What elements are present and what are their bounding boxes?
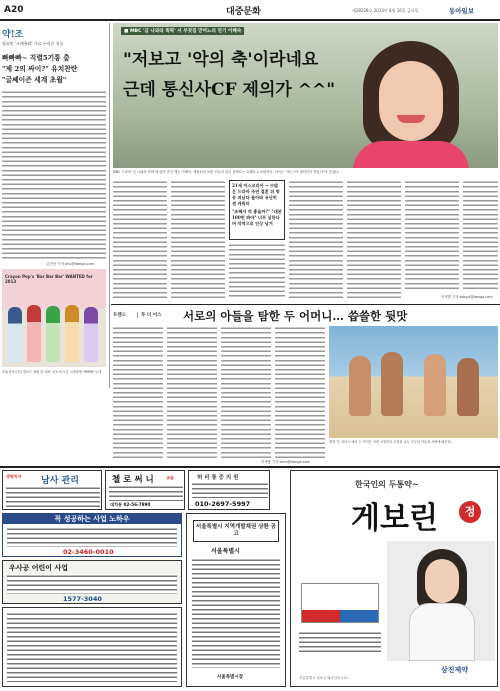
model-body bbox=[409, 603, 475, 661]
dancer-1 bbox=[8, 307, 22, 362]
crayon-pop-photo bbox=[2, 269, 106, 367]
ad-geborin-company: 삼진제약 bbox=[441, 666, 469, 674]
ad-notice-sign: 서울특별시장 bbox=[217, 675, 244, 680]
ad-panel-text: Crayon Pop's 'Bar Bar Bar' WANTED for 2013 bbox=[5, 274, 93, 284]
left-photo-caption: 3일(현지시간) 빌보드 'K팝 핫 100' 차트에 오른 크레용팝 '빠빠빠' 무대 bbox=[2, 370, 102, 374]
figure-2 bbox=[381, 352, 403, 416]
ad-dentist bbox=[2, 470, 102, 510]
review-article bbox=[111, 306, 500, 466]
feature-article bbox=[111, 23, 500, 303]
left-headline-3: "글쎄이즌 세계 초월" bbox=[2, 76, 67, 84]
ad-cello-phone: 대치동 02-56-7890 bbox=[110, 502, 151, 507]
ad-geborin-slogan: 한국인의 두통약~ bbox=[355, 479, 419, 489]
ad-geborin-package bbox=[301, 583, 379, 623]
ad-small-bottom-body bbox=[7, 612, 177, 682]
ad-geborin-body bbox=[299, 631, 381, 653]
left-subkicker: 월요민 '크레용팝' 가요 누리꾼 성공 bbox=[2, 41, 64, 46]
ad-hospital-body bbox=[192, 482, 268, 498]
portrait-face bbox=[379, 61, 443, 141]
ad-hospital-phone: 010-2697-5997 bbox=[195, 500, 251, 508]
review-title: 서로의 아들을 탐한 두 어머니… 씁쓸한 뒷맛 bbox=[183, 309, 408, 323]
header-rule bbox=[0, 19, 500, 21]
ad-kids-head: 우사공 어린이 사업 bbox=[9, 564, 68, 572]
feature-photo-caption: MBC 드라마 '금 나와라 뚝딱'에 출연 중인 배우 이혜숙. 캐릭터의 독한 모습과 달리 실제로는 유쾌하고 소탈하다. 이씨는 "최근 CF 제의까지 받았다"며 웃었다. bbox=[113, 170, 340, 174]
review-byline: 이새봄 기자 semi@donga.com bbox=[261, 460, 310, 464]
review-label-sep bbox=[137, 312, 138, 318]
feature-body-col-7 bbox=[463, 180, 498, 292]
ad-cello-tag: 교습 bbox=[166, 475, 174, 480]
ad-kids-phone: 1577-3040 bbox=[63, 595, 102, 603]
feature-body-col-6 bbox=[405, 180, 459, 292]
portrait-smile bbox=[397, 115, 425, 123]
left-divider bbox=[109, 23, 110, 388]
feature-body-col-3 bbox=[229, 243, 285, 298]
feature-title-1: "저보고 '악의 축'이라네요 bbox=[123, 50, 319, 70]
ad-geborin-model bbox=[387, 541, 495, 661]
figure-4 bbox=[457, 358, 479, 416]
ad-notice-title: 서울특별시 bbox=[211, 548, 240, 555]
feature-body-col-4 bbox=[289, 180, 343, 298]
edition-info: 제28228호 2013년 8월 16일 금요일 bbox=[352, 8, 419, 13]
sidebar-quote-2: "조혜자 역 좋을까?" "대본 100번 봐야" 너무 심하다며 악역으로 인상 남겨 bbox=[232, 209, 282, 226]
ad-hospital-title: 허 리 통 증 의 원 bbox=[197, 475, 239, 481]
left-column bbox=[0, 23, 108, 388]
review-photo-caption: 영화 '투 마더스'에서 두 여인은 어린 시절부터 우정을 나눈 친구의 아들과 사랑에 빠진다. bbox=[329, 440, 452, 444]
feature-body-col-1 bbox=[113, 180, 167, 298]
left-headline-1: 빠빠빠~ 직렬5기통 춤 bbox=[2, 54, 70, 62]
page-header bbox=[0, 0, 500, 18]
figure-3 bbox=[424, 354, 446, 416]
ad-notice-body bbox=[192, 558, 280, 668]
ad-kids-body bbox=[7, 574, 177, 594]
feature-photo bbox=[113, 23, 498, 168]
ad-hospital bbox=[188, 470, 270, 510]
ads-top-rule bbox=[0, 466, 500, 468]
ad-geborin-brand: 게보린 bbox=[351, 501, 438, 536]
dancer-5 bbox=[84, 307, 98, 362]
model-face bbox=[425, 559, 459, 603]
dancer-3 bbox=[46, 306, 60, 362]
portrait-top bbox=[353, 141, 469, 168]
ad-promo-body bbox=[7, 527, 177, 547]
review-body-col-2 bbox=[167, 326, 217, 458]
feature-byline: 이샛별 기자 ssbyul@donga.com bbox=[441, 295, 493, 299]
ad-promo bbox=[2, 513, 182, 557]
ad-small-bottom bbox=[2, 607, 182, 687]
ad-dentist-tag: 생명치아 bbox=[6, 474, 22, 479]
review-label-right: 투 더 이스 bbox=[141, 313, 162, 318]
left-kicker: 약!조 bbox=[2, 30, 24, 40]
review-body-col-3 bbox=[221, 326, 271, 458]
ad-cello bbox=[105, 470, 185, 510]
feature-title-2: 근데 통신사CF 제의가 ^^" bbox=[123, 80, 336, 100]
section-title: 대중문화 bbox=[226, 7, 261, 17]
feature-body-col-5 bbox=[347, 180, 401, 298]
ad-dentist-title: 남사 관리 bbox=[41, 476, 79, 486]
ad-dentist-body bbox=[6, 486, 100, 508]
dancer-4 bbox=[65, 305, 79, 362]
page-number: A20 bbox=[4, 5, 24, 15]
left-body-text bbox=[2, 90, 106, 260]
ad-cello-body bbox=[109, 485, 183, 501]
left-byline: 김현선 기자 khs@donga.com bbox=[46, 262, 95, 266]
package-band bbox=[302, 610, 378, 622]
ad-notice-box: 서울특별시 지역개발채권 상환 공고 bbox=[193, 520, 279, 542]
ad-kids bbox=[2, 560, 182, 604]
ad-notice bbox=[186, 513, 286, 687]
dancer-2 bbox=[27, 305, 41, 362]
ad-geborin-tag: 정 bbox=[459, 501, 481, 523]
review-body-col-4 bbox=[275, 326, 325, 458]
review-label-left: 트렌드 bbox=[113, 313, 127, 318]
review-body-col-1 bbox=[113, 326, 163, 458]
figure-1 bbox=[349, 356, 371, 416]
feature-body-col-2 bbox=[171, 180, 225, 298]
feature-subtitle: ■ MBC '금 나와라 뚝딱' 서 부잣집 맏며느리 연기 이혜숙 bbox=[121, 27, 244, 35]
review-photo bbox=[329, 326, 498, 438]
ad-promo-phone: 02-3460-0010 bbox=[63, 548, 114, 556]
ad-geborin bbox=[290, 470, 498, 687]
ad-promo-head: 꼭 성공하는 사업 노하우 bbox=[3, 514, 181, 524]
left-headline-2: "제 2의 싸이?" 유치찬란 bbox=[2, 65, 78, 73]
sidebar-quote-1: 21세 미스코리아 → 수많은 드라마 주연 결혼 뒤 방송 떠났다 돌아와 유난히 센 캐릭터 bbox=[232, 183, 280, 206]
review-top-rule bbox=[111, 304, 500, 305]
ad-cello-title: 첼 로 써 니 bbox=[112, 475, 154, 485]
ad-geborin-address: 서울특별시 마포구 와우산로 121 bbox=[299, 676, 349, 680]
feature-sidebar-box bbox=[229, 180, 285, 240]
brand-logo: 동아일보 bbox=[449, 7, 475, 15]
